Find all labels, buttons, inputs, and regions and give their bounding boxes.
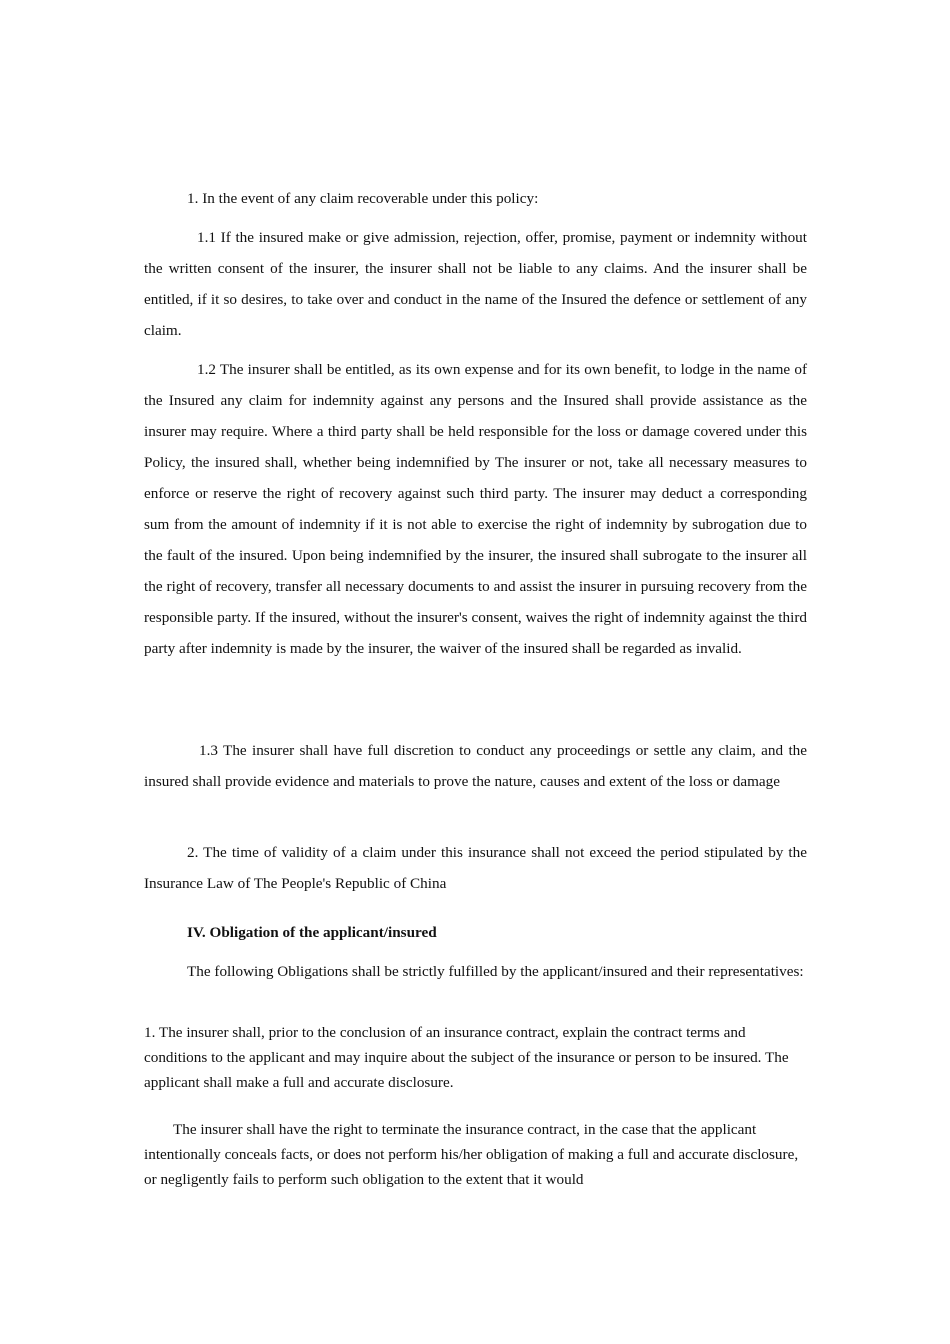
obligation-clause-1-continued: The insurer shall have the right to terminate the insurance contract, in the case that the applicant intentionally conceals facts, or does not perform his/her obligation of making a full and accurate disclosure, or negligently fails to perform such obligation to the extent that it would [144, 1121, 799, 1188]
document-page [144, 0, 807, 1344]
claim-clause-1-intro: 1. In the event of any claim recoverable under this policy: [187, 190, 539, 207]
section-heading-obligations: IV. Obligation of the applicant/insured [187, 924, 437, 941]
obligations-intro: The following Obligations shall be strictly fulfilled by the applicant/insured and their representatives: [187, 963, 804, 980]
obligation-clause-1: 1. The insurer shall, prior to the conclusion of an insurance contract, explain the contract terms and conditions to the applicant and may inquire about the subject of the insurance or person to be insured. The applicant shall make a full and accurate disclosure. [144, 1024, 789, 1091]
claim-clause-1-3: 1.3 The insurer shall have full discretion to conduct any proceedings or settle any claim, and the insured shall provide evidence and materials to prove the nature, causes and extent of the loss or damage [144, 742, 807, 790]
claim-clause-1-2: 1.2 The insurer shall be entitled, as its own expense and for its own benefit, to lodge in the name of the Insured any claim for indemnity against any persons and the Insured shall provide assistance as the insurer may require. Where a third party shall be held responsible for the loss or damage covered under this Policy, the insured shall, whether being indemnified by The insurer or not, take all necessary measures to enforce or reserve the right of recovery against such third party. The insurer may deduct a corresponding sum from the amount of indemnity if it is not able to exercise the right of indemnity by subrogation due to the fault of the insured. Upon being indemnified by the insurer, the insured shall subrogate to the insurer all the right of recovery, transfer all necessary documents to and assist the insurer in pursuing recovery from the responsible party. If the insured, without the insurer's consent, waives the right of indemnity against the third party after indemnity is made by the insurer, the waiver of the insured shall be regarded as invalid. [144, 361, 807, 657]
claim-clause-1-1: 1.1 If the insured make or give admission, rejection, offer, promise, payment or indemnity without the written consent of the insurer, the insurer shall not be liable to any claims. And the insurer shall be entitled, if it so desires, to take over and conduct in the name of the Insured the defence or settlement of any claim. [144, 229, 807, 339]
claim-clause-2: 2. The time of validity of a claim under this insurance shall not exceed the period stipulated by the Insurance Law of The People's Republic of China [144, 844, 807, 892]
